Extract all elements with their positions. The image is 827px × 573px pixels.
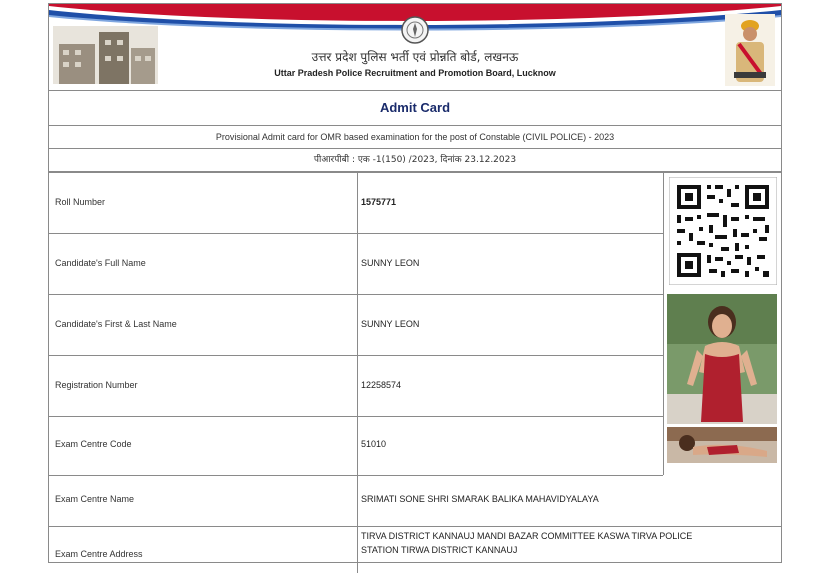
admit-card [48,3,782,563]
police-officer-image [725,14,775,86]
board-title-hindi: उत्तर प्रदेश पुलिस भर्ती एवं प्रोन्नति बोर्ड, लखनऊ [311,50,519,64]
exam-centre-name-value: SRIMATI SONE SHRI SMARAK BALIKA MAHAVIDYALAYA [361,494,599,504]
candidate-secondary-photo [667,427,777,463]
candidate-details-table [49,173,781,573]
reference-line: पीआरपीबी : एक -1(150) /2023, दिनांक 23.12.2023 [49,149,781,173]
table-divider [663,173,664,475]
table-row [49,295,663,356]
table-row [49,234,663,295]
exam-centre-address-label: Exam Centre Address [55,549,143,559]
candidate-photo [667,294,777,424]
card-header [49,4,781,91]
table-row [49,527,781,573]
full-name-value: SUNNY LEON [361,258,420,268]
board-title-english: Uttar Pradesh Police Recruitment and Promotion Board, Lucknow [274,68,556,78]
table-row [49,356,663,417]
table-row [49,417,663,476]
page-title: Admit Card [49,91,781,126]
roll-number-label: Roll Number [55,197,106,207]
board-emblem-icon [401,16,429,44]
exam-subtitle: Provisional Admit card for OMR based examination for the post of Constable (CIVIL POLICE) - 2023 [49,126,781,149]
qr-code-icon [669,177,777,285]
exam-centre-address-value-line2: STATION TIRWA DISTRICT KANNAUJ [361,545,518,555]
exam-centre-code-label: Exam Centre Code [55,439,132,449]
registration-number-label: Registration Number [55,380,138,390]
first-last-name-value: SUNNY LEON [361,319,420,329]
full-name-label: Candidate's Full Name [55,258,146,268]
table-row [49,476,781,527]
roll-number-value: 1575771 [361,197,397,207]
exam-centre-code-value: 51010 [361,439,387,449]
first-last-name-label: Candidate's First & Last Name [55,319,177,329]
exam-centre-name-label: Exam Centre Name [55,494,135,504]
registration-number-value: 12258574 [361,380,402,390]
table-row [49,173,663,234]
exam-centre-address-value: TIRVA DISTRICT KANNAUJ MANDI BAZAR COMMITTEE KASWA TIRVA POLICE [361,531,693,541]
